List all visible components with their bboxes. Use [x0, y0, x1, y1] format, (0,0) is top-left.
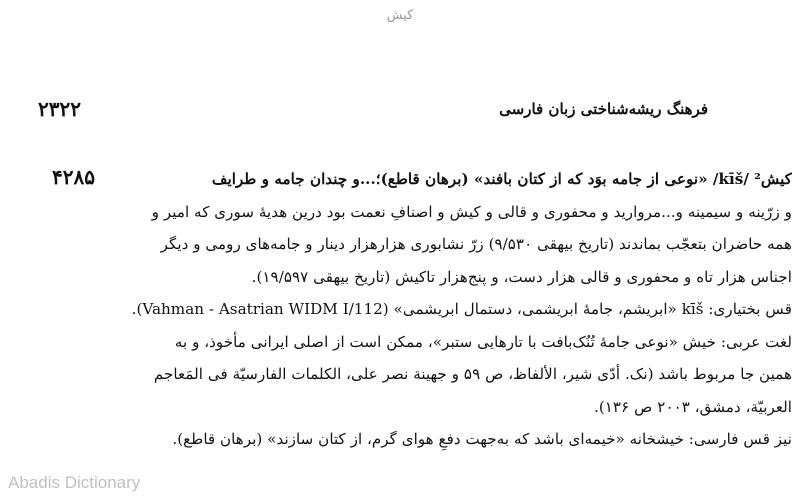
running-header: [38, 97, 708, 124]
entry-line-7: همین جا مربوط باشد (نک. أدّی شیر، الألفاظ، ص ۵۹ و جهینة نصر علی، الکلمات الفارسیّة فی المَعاجم: [153, 365, 792, 383]
entry-line-2: و زرّینه و سیمینه و...مروارید و محفوری و قالی و کیش و اصنافِ نعمت بود درین هدیهٔ سوری که امیر و: [151, 202, 792, 221]
entry-number: ۴۲۸۵: [52, 165, 95, 189]
page-tab-title: کیش: [386, 8, 414, 23]
entry-line-3: همه حاضران بتعجّب بماندند (تاریخ بیهقی ۹/۵۳۰) زرّ نشابوری هزارهزار دینار و جامه‌های رومی و دیگر: [160, 235, 792, 253]
entry-line-8: العربیّة، دمشق، ۲۰۰۳ ص ۱۳۶).: [594, 397, 792, 416]
entry-line-6: لغت عربی: خیش «نوعی جامهٔ تُنُک‌بافت با تارهایی ستبر»، ممکن است از اصلی ایرانی مأخوذ، و به: [174, 332, 792, 351]
entry-line-5: قس بختیاری: kīš «ابریشم، جامهٔ ابریشمی، دستمال ابریشمی» (Vahman - Asatrian WIDM I/112).: [131, 300, 792, 318]
entry-line-1: کیش² /kīš/ «نوعی از جامه بوَد که از کتان بافند» (برهان قاطع)؛...و چندان جامه و طرایف: [211, 170, 792, 188]
book-title: فرهنگ ریشه‌شناختی زبان فارسی: [499, 100, 708, 118]
page-number: ۲۳۲۲: [38, 97, 81, 121]
entry-body: [20, 163, 792, 456]
entry-line-4: اجناس هزار تاه و محفوری و قالی هزار دست، و پنج‌هزار تاکیش (تاریخ بیهقی ۱۹/۵۹۷).: [251, 267, 792, 286]
watermark: Abadis Dictionary: [8, 473, 141, 492]
entry-line-9: نیز قس فارسی: خیشخانه «خیمه‌ای باشد که به‌جهت دفعِ هوای گرم، از کتان سازند» (برهان قاطع).: [172, 430, 792, 448]
